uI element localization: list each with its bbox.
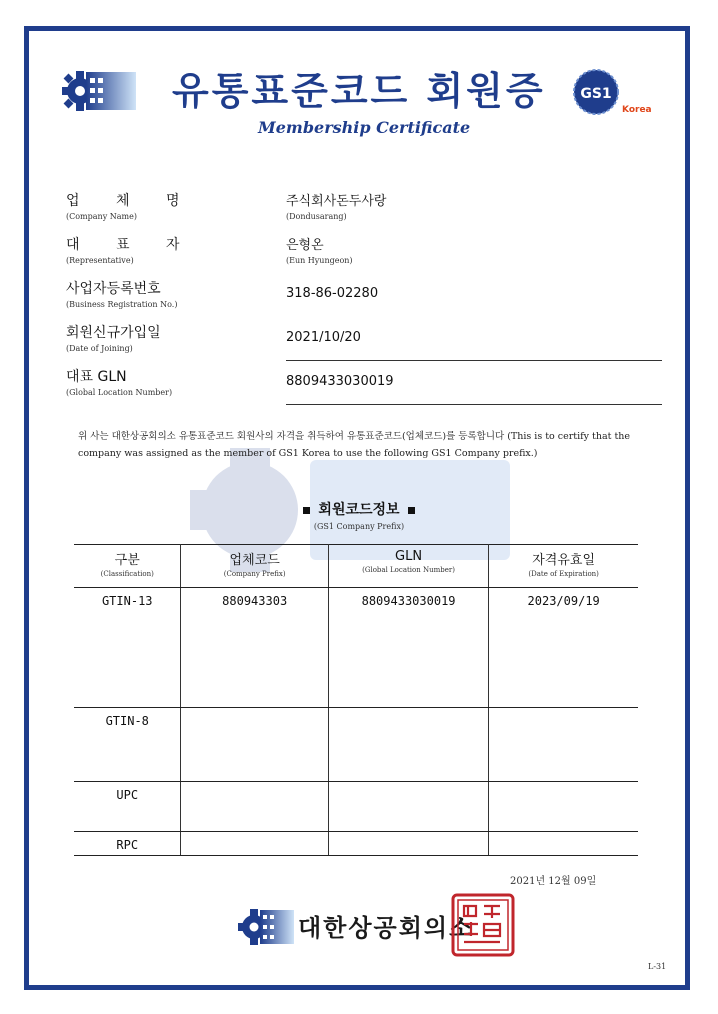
join-date-rule xyxy=(286,360,662,361)
company-prefix-cell xyxy=(181,832,328,856)
representative-label-en: (Representative) xyxy=(66,256,134,265)
gln-cell xyxy=(328,782,488,832)
code-type-cell: GTIN-13 xyxy=(74,588,181,708)
company-name-label-en: (Company Name) xyxy=(66,212,137,221)
table-header-row xyxy=(74,545,638,588)
join-date-value: 2021/10/20 xyxy=(286,330,361,345)
kcci-gear-logo-icon xyxy=(60,66,138,116)
business-reg-label-en: (Business Registration No.) xyxy=(66,300,178,309)
business-reg-label: 사업자등록번호 xyxy=(66,281,161,297)
table-row xyxy=(74,708,638,782)
member-code-heading xyxy=(0,499,718,519)
issue-date: 2021년 12월 09일 xyxy=(510,876,597,887)
document-number: L-31 xyxy=(648,962,667,971)
member-code-table xyxy=(74,544,638,856)
expiry-cell xyxy=(489,832,638,856)
kcci-gear-logo-icon xyxy=(236,902,296,952)
heading-bullet-icon xyxy=(408,507,415,514)
column-header: 업체코드 (Company Prefix) xyxy=(181,545,328,588)
company-prefix-cell: 880943303 xyxy=(181,588,328,708)
gln-cell xyxy=(328,832,488,856)
expiry-cell: 2023/09/19 xyxy=(489,588,638,708)
column-header: GLN (Global Location Number) xyxy=(328,545,488,588)
certification-statement: 위 사는 대한상공회의소 유통표준코드 회원사의 자격을 취득하여 유통표준코드(업체코드)를 등록합니다 (This is to certify that the company was assigned as the member of GS1 Korea to use the following GS1 Company prefix.) xyxy=(78,431,631,459)
issuer-name: 대한상공회의소 xyxy=(298,914,475,942)
company-prefix-cell xyxy=(181,782,328,832)
official-seal-stamp-icon xyxy=(450,892,516,958)
gln-value: 8809433030019 xyxy=(286,374,394,389)
join-date-label: 회원신규가입일 xyxy=(66,325,161,341)
member-code-heading-text: 회원코드정보 xyxy=(318,502,400,518)
gln-label: 대표 GLN xyxy=(66,369,127,385)
table-row xyxy=(74,588,638,708)
representative-value-en: (Eun Hyungeon) xyxy=(286,256,353,265)
certificate-title: 유통표준코드 회원증 xyxy=(172,69,546,113)
company-name-label: 업 체 명 xyxy=(66,193,196,209)
gs1-mark-text: GS1 xyxy=(580,86,612,102)
business-reg-value: 318-86-02280 xyxy=(286,286,379,301)
heading-bullet-icon xyxy=(303,507,310,514)
expiry-cell xyxy=(489,782,638,832)
gln-rule xyxy=(286,404,662,405)
code-type-cell: GTIN-8 xyxy=(74,708,181,782)
gln-cell xyxy=(328,708,488,782)
company-prefix-cell xyxy=(181,708,328,782)
gln-cell: 8809433030019 xyxy=(328,588,488,708)
company-name-value: 주식회사돈두사랑 xyxy=(286,194,387,209)
column-header: 자격유효일 (Date of Expiration) xyxy=(489,545,638,588)
company-name-value-en: (Dondusarang) xyxy=(286,212,347,221)
column-header: 구분 (Classification) xyxy=(74,545,181,588)
representative-value: 은형온 xyxy=(286,238,324,253)
join-date-label-en: (Date of Joining) xyxy=(66,344,133,353)
member-code-heading-en: (GS1 Company Prefix) xyxy=(313,522,405,531)
representative-label: 대 표 자 xyxy=(66,237,196,253)
expiry-cell xyxy=(489,708,638,782)
certificate-subtitle: Membership Certificate xyxy=(258,118,471,137)
gs1-country-label: Korea xyxy=(622,105,652,115)
table-row xyxy=(74,832,638,856)
code-type-cell: UPC xyxy=(74,782,181,832)
code-type-cell: RPC xyxy=(74,832,181,856)
gln-label-en: (Global Location Number) xyxy=(66,388,173,397)
table-row xyxy=(74,782,638,832)
